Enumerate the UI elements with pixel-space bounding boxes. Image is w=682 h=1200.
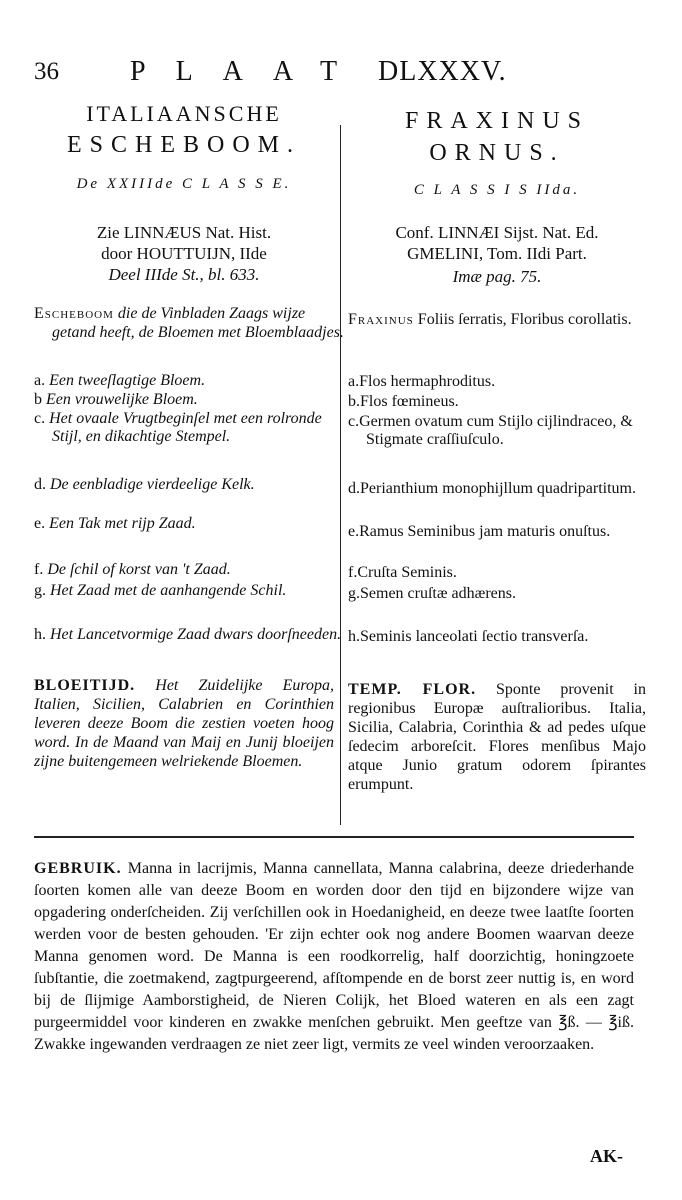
left-ref-line1: Zie LINNÆUS Nat. Hist. xyxy=(96,223,272,242)
left-item-e: e. Een Tak met rijp Zaad. xyxy=(34,515,196,532)
gebruik-text: Manna in lacrijmis, Manna cannellata, Manna calabrina, deeze driederhande ſoorten komen alle van deeze Boom en worden door den tijd en bijzondere wijze van opgadering onderſcheiden. Zij verſchillen ook in Hoedanigheid, en deeze twee laatſte ſoorten werden voor de besten gehouden. 'Er zijn echter ook nog andere Boomen waarvan deeze Manna genomen word. De Manna is een roodkorrelig, half doorzichtig, honingzoete ſubſtantie, die zoetmakend, zagtpurgeerend, afſtompende en de borst zeer nuttig is, en word bij de ſlijmige Aamborstigheid, de Nieren Colijk, het Bloed wateren en als een zagt purgeermiddel voor kinderen en zwakke menſchen gebruikt. Men geeftze van ℥ß. — ℥iß. Zwakke ingewanden verdraagen ze niet zeer ligt, vermits ze veel winden veroorzaaken. xyxy=(34,860,635,1053)
left-bloeitijd-text: Het Zuidelijke Europa, Italien, Sicilien, Calabrien en Corinthien leveren deeze Boom die zestien voeten hoog word. In de Maand van Maij en Junij bloeijen zijne buitengemeen welriekende Bloemen. xyxy=(34,677,334,770)
right-item-d: d.Perianthium monophijllum quadripartitum. xyxy=(348,480,636,497)
left-item-c: c. Het ovaale Vrugtbeginſel met een rolronde Stijl, en dikachtige Stempel. xyxy=(34,410,322,445)
right-description-text: Foliis ſerratis, Floribus corollatis. xyxy=(417,311,632,328)
left-description-text: die de Vinbladen Zaags wijze getand heeft, de Bloemen met Bloemblaadjes. xyxy=(52,305,344,341)
plate-number: DLXXXV. xyxy=(378,56,507,87)
right-temp-flor-text: Sponte provenit in regionibus Europæ auſtralioribus. Italia, Sicilia, Calabria, Corinthia & ad pedes uſque ſedecim arboreſcit. Flores menſibus Majo atque Junio gratum odorem ſpirantes erumpunt. xyxy=(348,681,646,793)
left-item-a: a. Een tweeſlagtige Bloem. xyxy=(34,372,206,389)
page-number: 36 xyxy=(34,58,59,85)
right-item-h: h.Seminis lanceolati ſectio transverſa. xyxy=(348,628,589,645)
right-description-lead: Fraxinus xyxy=(348,311,414,328)
right-title-line2: ORNUS. xyxy=(429,140,565,166)
left-ref-line2: door HOUTTUIJN, IIde xyxy=(101,244,267,263)
right-ref-line1: Conf. LINNÆI Sijst. Nat. Ed. xyxy=(395,223,599,242)
section-rule xyxy=(34,836,634,838)
right-item-f: f.Cruſta Seminis. xyxy=(348,564,457,581)
right-temp-flor-lead: TEMP. FLOR. xyxy=(348,681,477,698)
left-title-line2: ESCHEBOOM. xyxy=(66,132,302,158)
catchword: AK- xyxy=(590,1146,623,1166)
left-item-h: h. Het Lancetvormige Zaad dwars doorſneeden. xyxy=(34,626,342,643)
left-description-lead: Escheboom xyxy=(34,305,114,322)
left-item-b: b Een vrouwelijke Bloem. xyxy=(34,391,198,408)
right-item-e: e.Ramus Seminibus jam maturis onuſtus. xyxy=(348,523,611,540)
gebruik-paragraph xyxy=(34,858,634,1056)
right-item-a: a.Flos hermaphroditus. xyxy=(348,373,496,390)
right-title-line1: FRAXINUS xyxy=(404,108,590,134)
column-divider xyxy=(340,125,341,825)
left-classe: De XXIIIde C L A S S E. xyxy=(76,176,292,192)
left-item-g: g. Het Zaad met de aanhangende Schil. xyxy=(34,582,287,599)
right-item-g: g.Semen cruſtæ adhærens. xyxy=(348,585,516,602)
left-title-line1: ITALIAANSCHE xyxy=(86,101,282,126)
left-item-f: f. De ſchil of korst van 't Zaad. xyxy=(34,561,231,578)
left-item-d: d. De eenbladige vierdeelige Kelk. xyxy=(34,476,255,493)
right-temp-flor xyxy=(348,680,646,794)
left-bloeitijd xyxy=(34,676,334,771)
left-ref-line3: Deel IIIde St., bl. 633. xyxy=(108,265,260,284)
right-description xyxy=(348,310,664,329)
gebruik-lead: GEBRUIK. xyxy=(34,860,122,877)
right-item-b: b.Flos fœmineus. xyxy=(348,393,459,410)
right-ref-line3: Imæ pag. 75. xyxy=(452,267,542,286)
left-description xyxy=(34,304,352,342)
right-item-c: c.Germen ovatum cum Stijlo cijlindraceo, & Stigmate craſſiuſculo. xyxy=(348,413,633,448)
left-bloeitijd-lead: BLOEITIJD. xyxy=(34,677,136,694)
right-classis: C L A S S I S IIda. xyxy=(413,182,581,198)
plate-heading: PLAAT xyxy=(130,56,368,87)
right-ref-line2: GMELINI, Tom. IIdi Part. xyxy=(407,244,587,263)
